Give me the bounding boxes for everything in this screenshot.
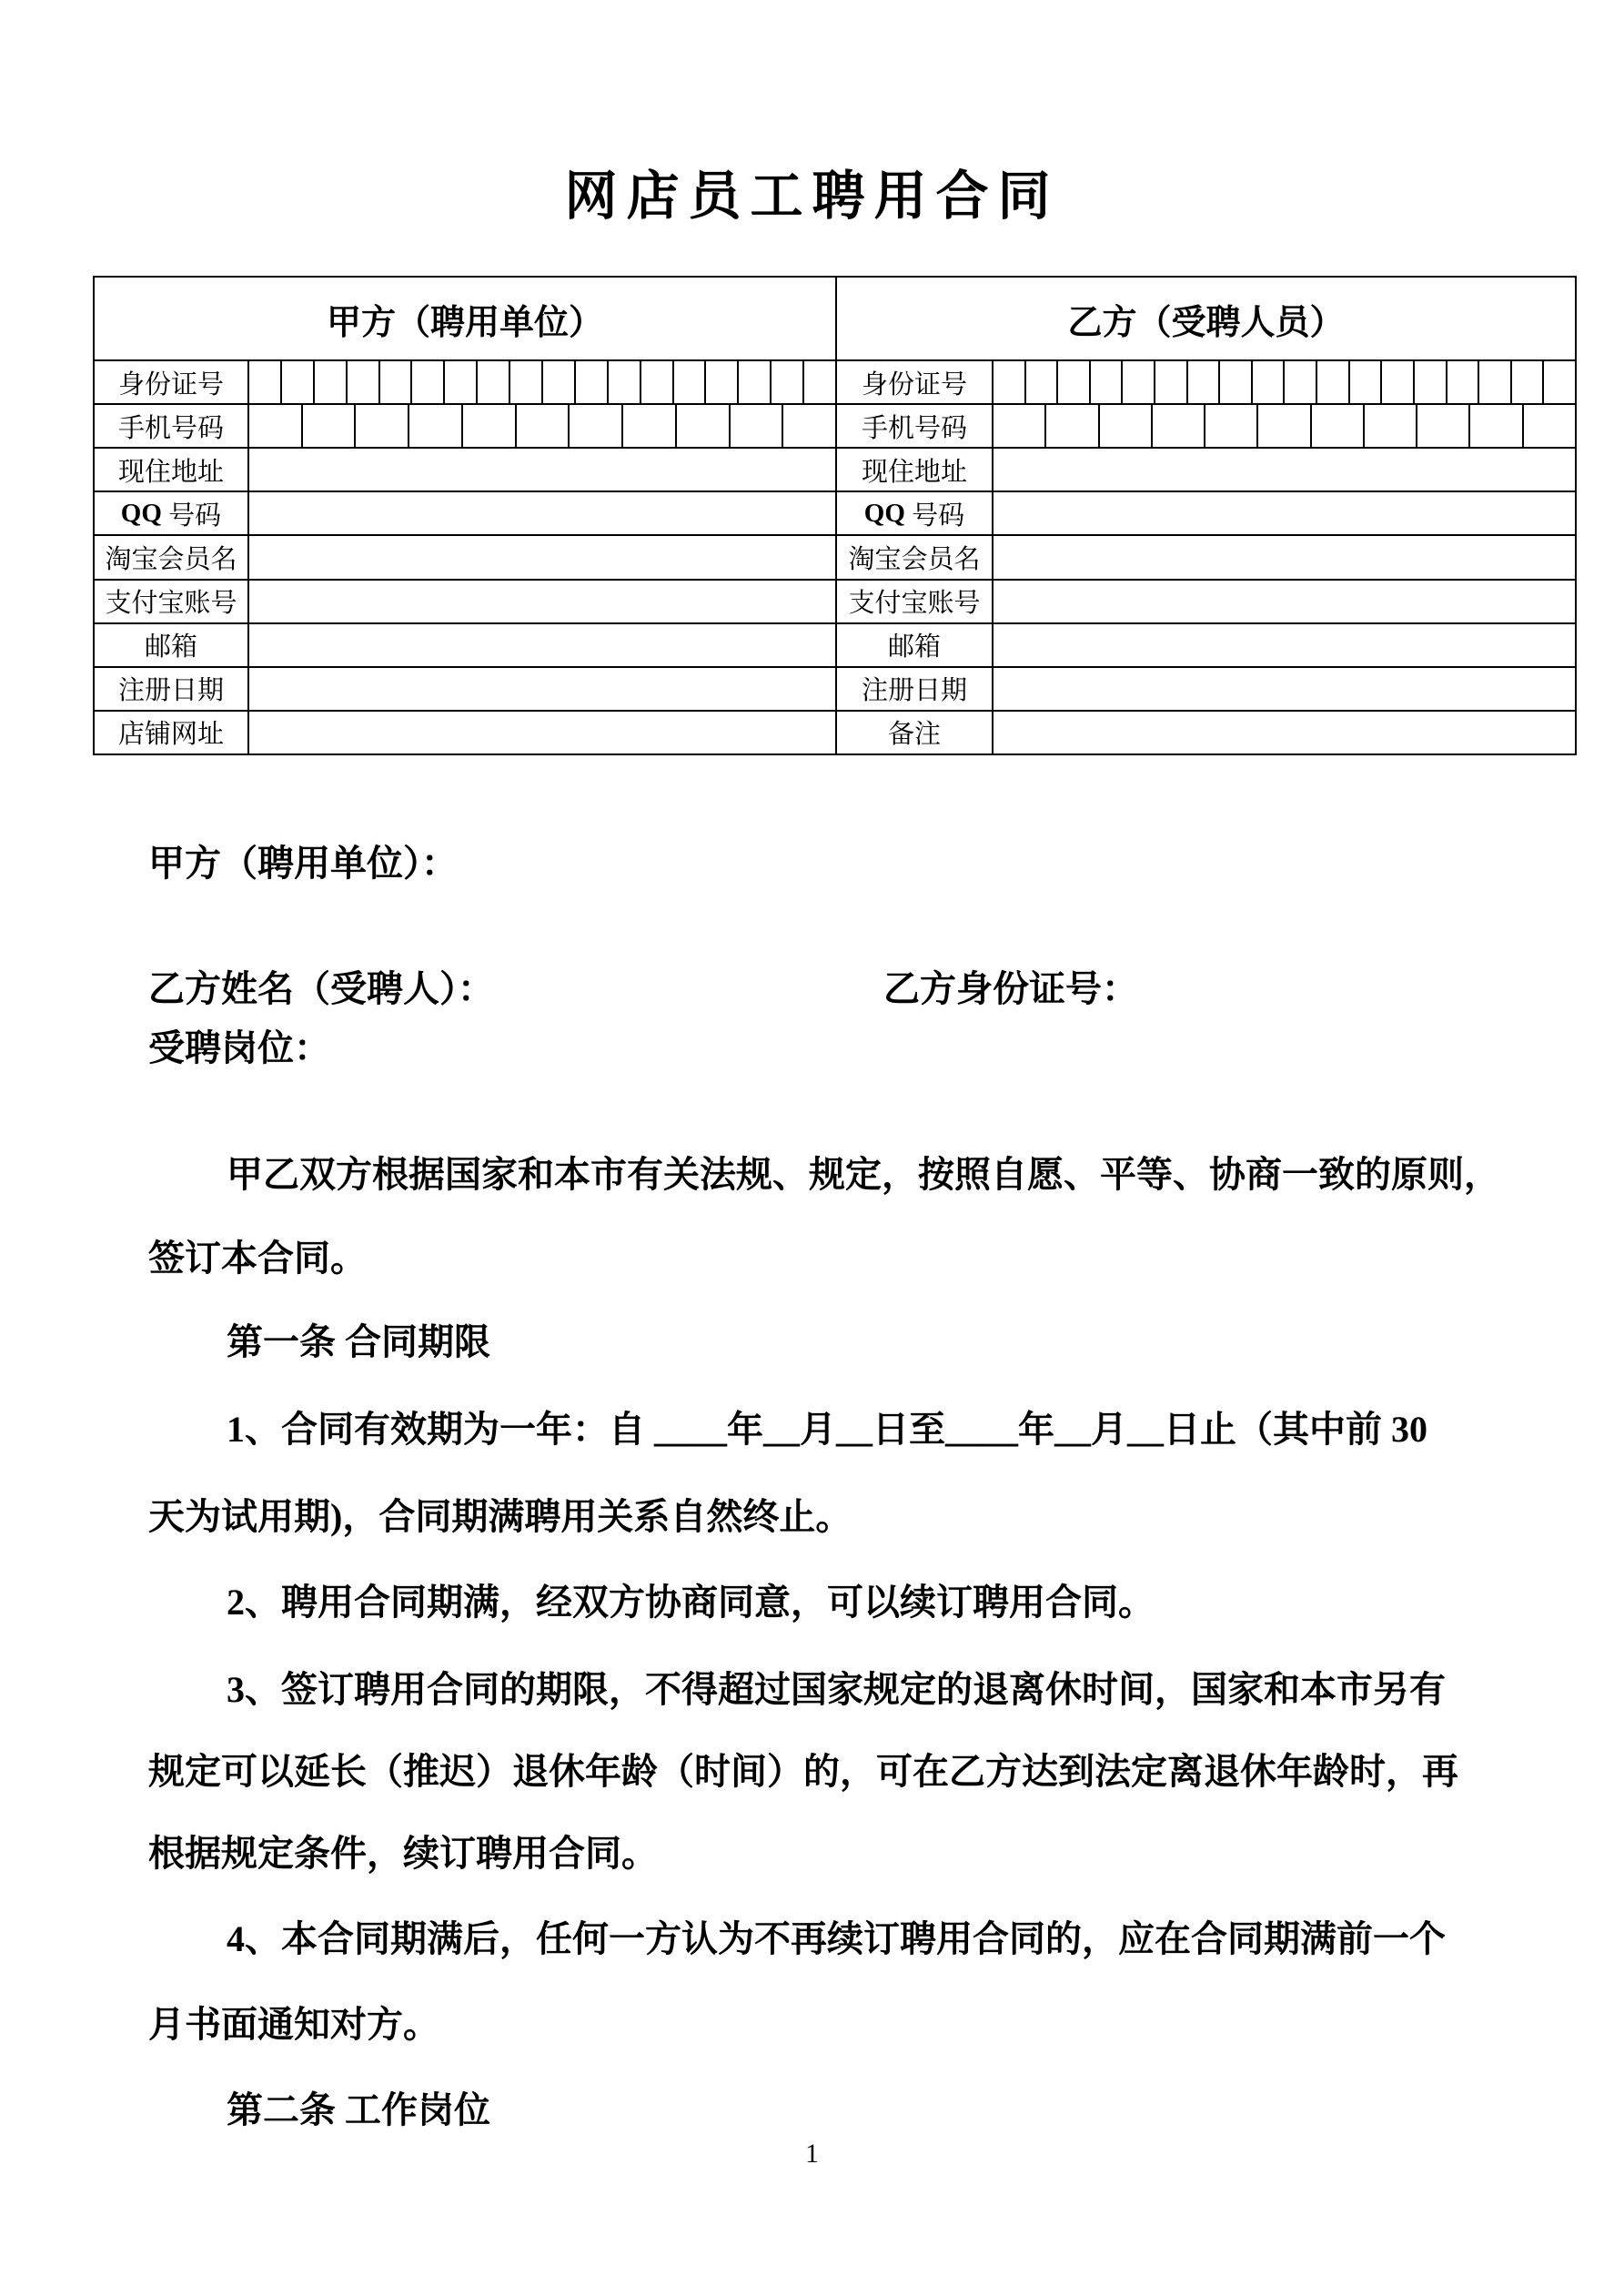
grid-cell	[1522, 405, 1575, 447]
grid-cell	[704, 361, 737, 403]
id-number-label-left: 身份证号	[117, 369, 224, 400]
party-b-header: 乙方（受聘人员）	[835, 278, 1575, 359]
grid-cell	[1416, 405, 1468, 447]
grid-cell	[737, 361, 770, 403]
email-label-right: 邮箱	[835, 624, 992, 666]
item-4-line-1: 4、本合同期满后，任何一方认为不再续订聘用合同的，应在合同期满前一个	[227, 1918, 1446, 1959]
grid-cell	[1348, 361, 1381, 403]
page-number: 1	[805, 2139, 819, 2169]
taobao-label-right: 淘宝会员名	[835, 536, 992, 578]
grid-cell	[1044, 405, 1097, 447]
grid-cell	[313, 361, 346, 403]
shopurl-label: 店铺网址	[117, 720, 224, 750]
grid-cell	[1151, 405, 1204, 447]
table-row-id-number	[95, 359, 1575, 403]
intro-line-2: 签订本合同。	[148, 1238, 367, 1279]
grid-cell	[1251, 361, 1284, 403]
grid-cell	[994, 405, 1044, 447]
grid-cell	[354, 405, 408, 447]
grid-cell	[802, 361, 835, 403]
grid-cell	[1256, 405, 1309, 447]
party-b-name-line: 乙方姓名（受聘人）：	[148, 968, 494, 1009]
item-2-line: 2、聘用合同期满，经双方协商同意，可以续订聘用合同。	[227, 1582, 1155, 1623]
grid-cell	[1024, 361, 1057, 403]
phone-cells-right	[992, 405, 1575, 447]
employment-info-table	[93, 276, 1577, 755]
alipay-value-left	[247, 581, 835, 622]
grid-cell	[1154, 361, 1186, 403]
qq-label-cn: 号码	[904, 501, 965, 531]
shopurl-value	[247, 712, 835, 754]
table-row-address	[95, 447, 1575, 491]
qq-label-left	[95, 492, 247, 534]
item-3-line-2: 规定可以延长（推迟）退休年龄（时间）的，可在乙方达到法定离退休年龄时，再	[148, 1751, 1458, 1792]
grid-cell	[1186, 361, 1219, 403]
grid-cell	[515, 405, 569, 447]
grid-cell	[1218, 361, 1251, 403]
grid-cell	[443, 361, 476, 403]
party-a-header: 甲方（聘用单位）	[326, 303, 603, 342]
position-line: 受聘岗位：	[148, 1027, 330, 1068]
item-3-line-3: 根据规定条件，续订聘用合同。	[148, 1833, 658, 1874]
qq-value-left	[247, 492, 835, 534]
alipay-label-right: 支付宝账号	[835, 581, 992, 622]
grid-cell	[1468, 405, 1521, 447]
grid-cell	[1446, 361, 1478, 403]
table-row-email	[95, 622, 1575, 666]
phone-label-left: 手机号码	[117, 413, 224, 443]
grid-cell	[509, 361, 541, 403]
email-value-left	[247, 624, 835, 666]
item-1-line-1: 1、合同有效期为一年：自 ____年__月__日至____年__月__日止（其中前 30	[227, 1409, 1427, 1450]
grid-cell	[1380, 361, 1413, 403]
remark-label: 备注	[835, 712, 992, 754]
grid-cell	[1310, 405, 1363, 447]
grid-cell	[346, 361, 378, 403]
regdate-label-left: 注册日期	[117, 676, 224, 706]
table-row-qq	[95, 491, 1575, 534]
grid-cell	[410, 361, 443, 403]
table-header-row	[95, 278, 1575, 359]
grid-cell	[1363, 405, 1416, 447]
grid-cell	[1056, 361, 1089, 403]
table-row-regdate	[95, 666, 1575, 710]
item-4-line-2: 月书面通知对方。	[148, 2004, 439, 2045]
qq-label-right	[835, 492, 992, 534]
taobao-label-left: 淘宝会员名	[105, 544, 237, 574]
grid-cell	[476, 361, 509, 403]
grid-cell	[621, 405, 675, 447]
table-row-alipay	[95, 579, 1575, 622]
grid-cell	[249, 405, 301, 447]
grid-cell	[782, 405, 835, 447]
grid-cell	[541, 361, 574, 403]
email-value-right	[992, 624, 1575, 666]
remark-value	[992, 712, 1575, 754]
grid-cell	[729, 405, 782, 447]
qq-label-en: QQ	[863, 498, 905, 528]
clause-1-title: 第一条 合同期限	[227, 1321, 490, 1362]
regdate-value-left	[247, 668, 835, 710]
phone-cells-left	[247, 405, 835, 447]
address-label-left: 现住地址	[117, 457, 224, 487]
grid-cell	[770, 361, 802, 403]
grid-cell	[301, 405, 355, 447]
grid-cell	[1478, 361, 1510, 403]
grid-cell	[280, 361, 313, 403]
taobao-value-right	[992, 536, 1575, 578]
item-3-line-1: 3、签订聘用合同的期限，不得超过国家规定的退离休时间，国家和本市另有	[227, 1669, 1446, 1710]
address-value-right	[992, 449, 1575, 491]
grid-cell	[1098, 405, 1151, 447]
alipay-value-right	[992, 581, 1575, 622]
email-label-left: 邮箱	[144, 632, 197, 663]
id-number-label-right: 身份证号	[835, 361, 992, 403]
grid-cell	[1204, 405, 1256, 447]
taobao-value-left	[247, 536, 835, 578]
grid-cell	[994, 361, 1024, 403]
grid-cell	[1283, 361, 1316, 403]
intro-line-1: 甲乙双方根据国家和本市有关法规、规定，按照自愿、平等、协商一致的原则，	[227, 1154, 1500, 1195]
address-label-right: 现住地址	[835, 449, 992, 491]
grid-cell	[1510, 361, 1543, 403]
grid-cell	[574, 361, 607, 403]
grid-cell	[675, 405, 729, 447]
address-value-left	[247, 449, 835, 491]
qq-label-en: QQ	[120, 498, 162, 528]
grid-cell	[408, 405, 461, 447]
grid-cell	[640, 361, 672, 403]
qq-label-cn: 号码	[161, 501, 222, 531]
grid-cell	[1413, 361, 1446, 403]
grid-cell	[1316, 361, 1348, 403]
document-title: 网店员工聘用合同	[564, 167, 1060, 226]
phone-label-right: 手机号码	[835, 405, 992, 447]
grid-cell	[1121, 361, 1154, 403]
grid-cell	[672, 361, 705, 403]
regdate-value-right	[992, 668, 1575, 710]
table-row-taobao	[95, 534, 1575, 578]
regdate-label-right: 注册日期	[835, 668, 992, 710]
table-row-shopurl-remark	[95, 710, 1575, 754]
item-1-line-2: 天为试用期)，合同期满聘用关系自然终止。	[148, 1496, 852, 1537]
grid-cell	[249, 361, 280, 403]
clause-2-title: 第二条 工作岗位	[227, 2089, 490, 2130]
grid-cell	[1542, 361, 1575, 403]
grid-cell	[461, 405, 515, 447]
id-number-cells-right	[992, 361, 1575, 403]
grid-cell	[568, 405, 621, 447]
table-row-phone	[95, 403, 1575, 447]
party-a-line: 甲方（聘用单位）：	[148, 843, 458, 884]
id-number-cells-left	[247, 361, 835, 403]
party-b-id-line: 乙方身份证号：	[883, 968, 1138, 1009]
qq-value-right	[992, 492, 1575, 534]
grid-cell	[378, 361, 411, 403]
alipay-label-left: 支付宝账号	[105, 589, 237, 619]
grid-cell	[1089, 361, 1122, 403]
grid-cell	[607, 361, 640, 403]
